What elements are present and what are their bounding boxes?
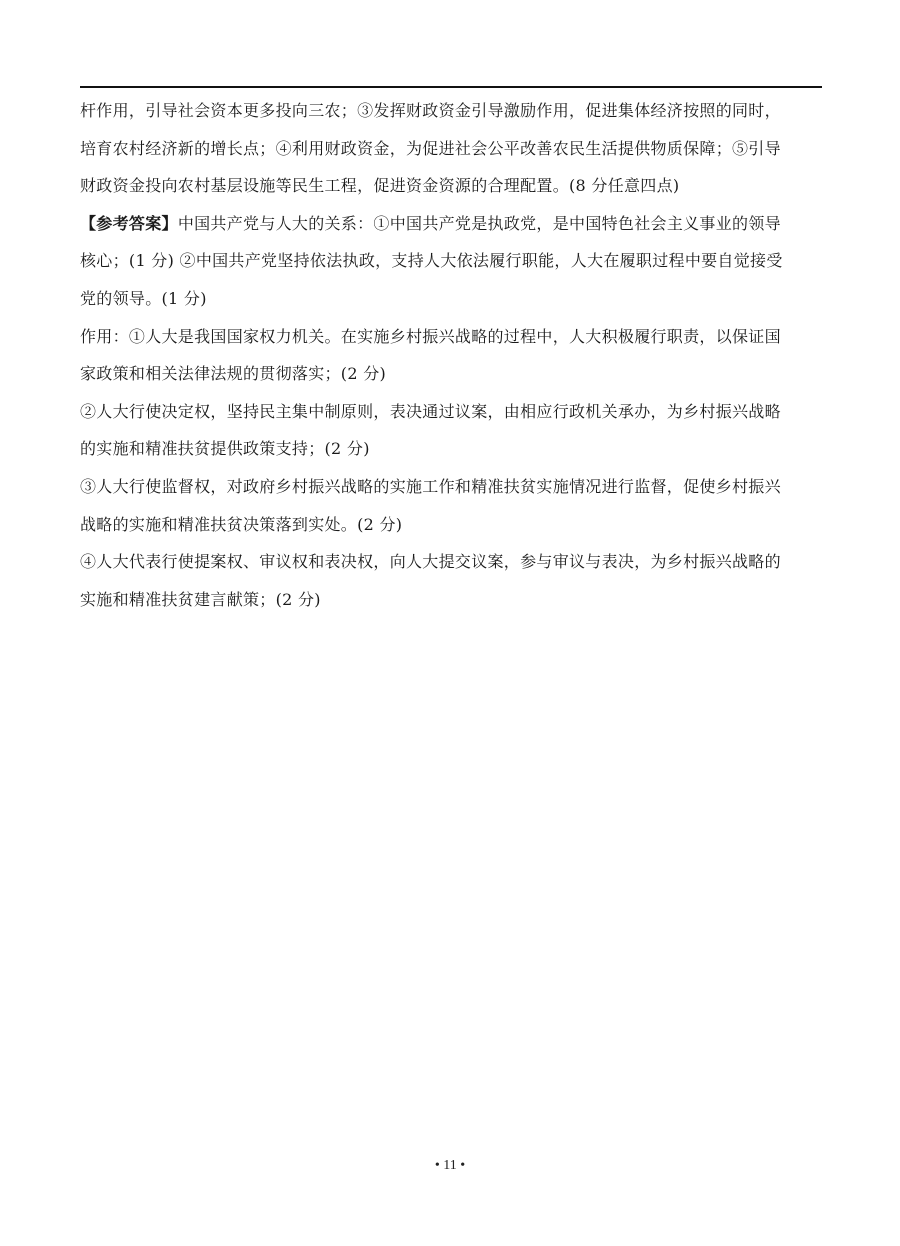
- paragraph-fiscal-policy: [80, 92, 822, 205]
- document-body: [80, 92, 822, 618]
- text-line: 核心；(1 分) ②中国共产党坚持依法执政，支持人大依法履行职能，人大在履职过程中要自觉接受: [80, 251, 783, 271]
- text-line: 培育农村经济新的增长点；④利用财政资金，为促进社会公平改善农民生活提供物质保障；⑤引导: [80, 138, 781, 158]
- paragraph-role-3: [80, 468, 822, 543]
- text-line: 财政资金投向农村基层设施等民生工程，促进资金资源的合理配置。(8 分任意四点): [80, 176, 680, 196]
- text-line: ④人大代表行使提案权、审议权和表决权，向人大提交议案，参与审议与表决，为乡村振兴战略的: [80, 552, 781, 572]
- text-line: 实施和精准扶贫建言献策；(2 分): [80, 589, 321, 609]
- reference-answer-label: 【参考答案】: [80, 213, 178, 233]
- header-rule: [80, 86, 822, 88]
- text-line: [80, 205, 822, 243]
- text-line: 作用：①人大是我国国家权力机关。在实施乡村振兴战略的过程中，人大积极履行职责，以保证国: [80, 326, 781, 346]
- paragraph-role-1: [80, 318, 822, 393]
- paragraph-role-2: [80, 393, 822, 468]
- paragraph-role-4: [80, 543, 822, 618]
- text-fragment: 中国共产党与人大的关系：①中国共产党是执政党，是中国特色社会主义事业的领导: [177, 213, 781, 233]
- text-line: ③人大行使监督权，对政府乡村振兴战略的实施工作和精准扶贫实施情况进行监督，促使乡村振兴: [80, 476, 781, 496]
- text-line: 家政策和相关法律法规的贯彻落实；(2 分): [80, 364, 387, 384]
- page-number: • 11 •: [434, 1158, 466, 1173]
- text-line: ②人大行使决定权，坚持民主集中制原则，表决通过议案，由相应行政机关承办，为乡村振兴战略: [80, 401, 781, 421]
- text-line: 战略的实施和精准扶贫决策落到实处。(2 分): [80, 514, 403, 534]
- paragraph-reference-answer: [80, 205, 822, 318]
- text-line: 的实施和精准扶贫提供政策支持；(2 分): [80, 439, 370, 459]
- text-line: 杆作用，引导社会资本更多投向三农；③发挥财政资金引导激励作用，促进集体经济按照的同时，: [80, 101, 781, 120]
- text-line: 党的领导。(1 分): [80, 288, 207, 308]
